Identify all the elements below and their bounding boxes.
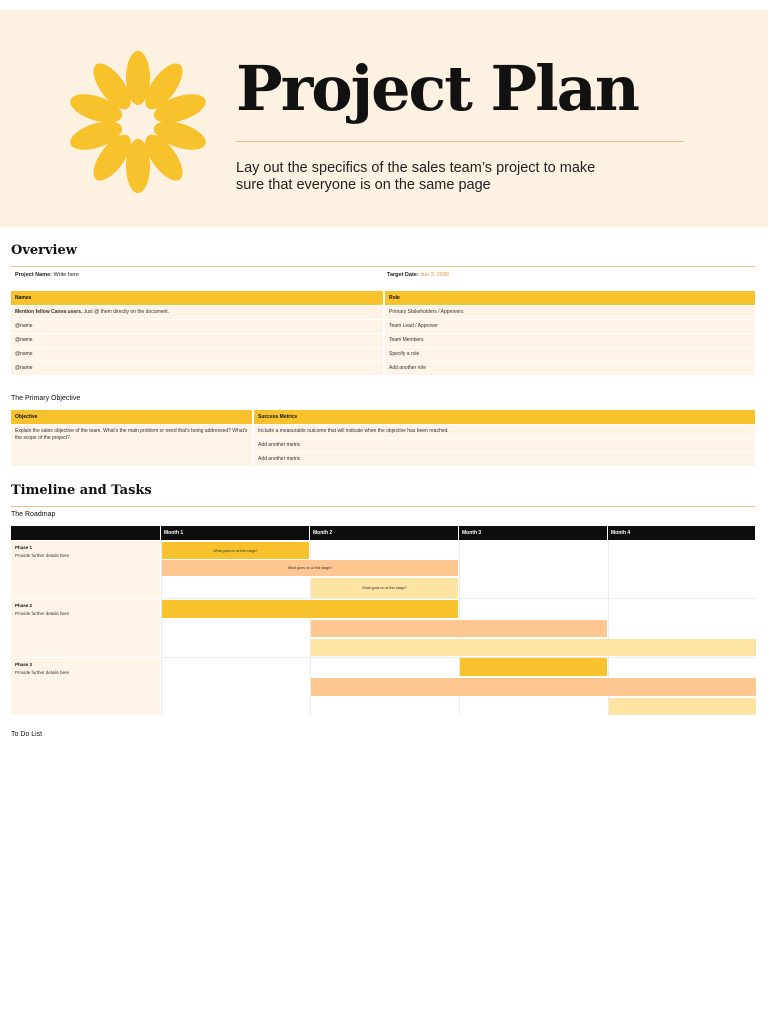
name-cell[interactable]: @name — [11, 333, 384, 347]
task-bar[interactable] — [162, 600, 458, 618]
phase-3-cell[interactable] — [11, 657, 160, 715]
phase-2-name: Phase 2 — [15, 603, 33, 608]
mention-hint-text: Just @ them directly on the document. — [82, 309, 170, 315]
role-column-header: Role — [384, 291, 756, 305]
objective-heading: The Primary Objective — [11, 395, 81, 402]
role-cell[interactable]: Add another role — [384, 361, 756, 375]
metric-cell[interactable]: Add another metric — [253, 452, 756, 466]
names-column-header: Names — [11, 291, 384, 305]
roadmap-heading: The Roadmap — [11, 511, 56, 518]
overview-divider — [11, 266, 756, 267]
role-cell[interactable]: Primary Stakeholders / Approvers — [384, 305, 756, 319]
timeline-divider — [11, 506, 756, 507]
name-cell[interactable]: @name — [11, 347, 384, 361]
phase-2-desc: Provide further details here — [15, 611, 70, 616]
title-divider — [236, 141, 684, 142]
grid-line — [161, 657, 756, 658]
phase-3-desc: Provide further details here — [15, 670, 70, 675]
role-cell[interactable]: Team Lead / Approver — [384, 319, 756, 333]
hero-banner — [0, 10, 768, 227]
metric-cell[interactable]: Include a measurable outcome that will indicate when the objective has been reached. — [253, 424, 756, 438]
metrics-column-header: Success Metrics — [253, 410, 756, 424]
mention-hint-bold: Mention fellow Canva users. — [15, 309, 83, 315]
objective-table — [11, 410, 757, 466]
phase-1-cell[interactable] — [11, 540, 160, 598]
month-3-header: Month 3 — [459, 526, 608, 540]
metric-cell[interactable]: Add another metric — [253, 438, 756, 452]
overview-heading: Overview — [11, 243, 77, 258]
objective-table-header — [11, 410, 756, 424]
objective-text-cell[interactable]: Explain the sales objective of the team. What's the main problem or need that's being addressed? What's the scope of the project? — [11, 424, 253, 466]
phase-1-name: Phase 1 — [15, 545, 33, 550]
month-2-header: Month 2 — [310, 526, 459, 540]
project-name-value: Write here — [53, 272, 79, 278]
team-table — [11, 291, 757, 375]
target-date-value: Jun 3, 2030 — [420, 272, 449, 278]
grid-line — [161, 598, 756, 599]
month-4-header: Month 4 — [608, 526, 756, 540]
name-cell[interactable] — [11, 305, 384, 319]
team-table-header — [11, 291, 756, 305]
task-bar[interactable]: What goes on at this stage? — [162, 542, 309, 559]
project-name-field[interactable] — [15, 272, 79, 278]
name-cell[interactable]: @name — [11, 361, 384, 375]
project-name-label: Project Name: — [15, 272, 52, 278]
objective-column-header: Objective — [11, 410, 253, 424]
role-cell[interactable]: Team Members — [384, 333, 756, 347]
task-bar[interactable]: What goes on at this stage? — [311, 578, 458, 598]
timeline-heading: Timeline and Tasks — [11, 483, 152, 498]
table-row — [11, 361, 756, 375]
table-row — [11, 319, 756, 333]
target-date-field[interactable] — [387, 272, 449, 278]
phase-2-cell[interactable] — [11, 598, 160, 657]
page-subtitle: Lay out the specifics of the sales team’s project to make sure that everyone is on the same page — [236, 160, 596, 193]
phase-3-name: Phase 3 — [15, 662, 33, 667]
table-row — [11, 347, 756, 361]
target-date-label: Target Date: — [387, 272, 419, 278]
table-row — [11, 424, 756, 438]
task-bar[interactable] — [311, 620, 607, 637]
phase-1-desc: Provide further details here — [15, 553, 70, 558]
task-bar[interactable] — [311, 639, 756, 656]
table-row — [11, 305, 756, 319]
task-bar[interactable] — [311, 678, 756, 696]
todo-heading: To Do List — [11, 731, 43, 738]
task-bar[interactable] — [460, 658, 607, 676]
name-cell[interactable]: @name — [11, 319, 384, 333]
month-1-header: Month 1 — [161, 526, 310, 540]
roadmap-header-blank — [11, 526, 161, 540]
task-bar[interactable]: What goes on at this stage? — [162, 560, 458, 576]
flower-logo-icon — [66, 50, 210, 194]
task-bar[interactable] — [609, 698, 756, 715]
table-row — [11, 333, 756, 347]
role-cell[interactable]: Specify a role — [384, 347, 756, 361]
page-title: Project Plan — [236, 52, 638, 125]
roadmap-gantt — [11, 526, 756, 715]
